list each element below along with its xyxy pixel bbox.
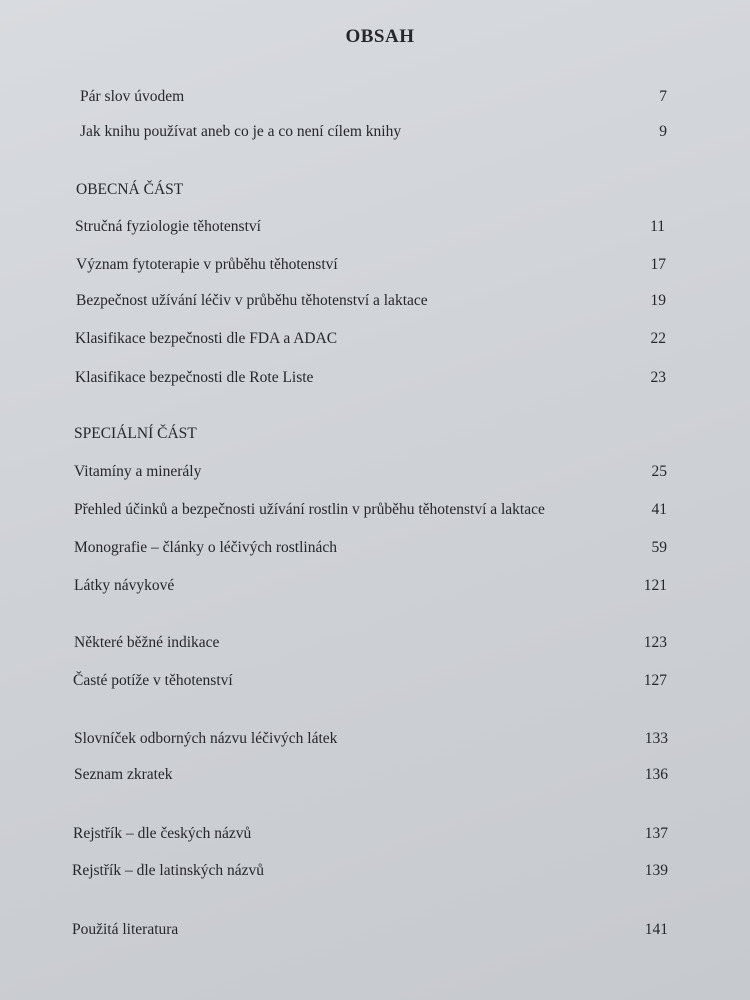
toc-entry-page: 22 [650,330,666,347]
toc-entry [0,460,750,484]
toc-entry-page: 121 [643,577,667,594]
toc-entry [0,85,750,109]
toc-entry [0,631,750,655]
toc-entry-page: 11 [650,218,665,235]
toc-entry [0,289,750,313]
toc-entry [0,366,750,390]
page-title: OBSAH [345,26,415,47]
toc-entry-label: Použitá literatura [72,921,179,938]
toc-entry-page: 141 [644,921,668,938]
section-heading-special: SPECIÁLNÍ ČÁST [74,425,197,442]
toc-entry-label: Jak knihu používat aneb co je a co není cílem knihy [80,123,402,140]
toc-entry-label: Časté potíže v těhotenství [73,672,233,689]
toc-entry-label: Vitamíny a minerály [74,463,202,480]
toc-entry-label: Monografie – články o léčivých rostlinách [74,539,337,556]
section-heading-general: OBECNÁ ČÁST [76,181,184,198]
toc-entry-page: 59 [651,539,667,556]
toc-entry-page: 133 [644,730,668,747]
toc-entry-page: 25 [651,463,667,480]
toc-entry-label: Pár slov úvodem [80,88,185,105]
toc-entry-label: Klasifikace bezpečnosti dle FDA a ADAC [75,330,338,347]
toc-entry [0,536,750,560]
toc-entry [0,918,750,942]
toc-entry-page: 137 [644,825,668,842]
toc-entry [0,498,750,522]
toc-entry [0,669,750,693]
toc-entry-label: Seznam zkratek [74,766,173,783]
toc-entry-label: Látky návykové [74,577,175,594]
toc-entry-label: Slovníček odborných názvu léčivých látek [74,730,338,747]
toc-entry [0,215,750,239]
toc-entry-page: 123 [643,634,667,651]
toc-entry-label: Rejstřík – dle českých názvů [73,825,252,842]
toc-entry-label: Bezpečnost užívání léčiv v průběhu těhotenství a laktace [76,292,428,309]
toc-entry [0,859,750,883]
toc-entry-label: Klasifikace bezpečnosti dle Rote Liste [75,369,314,386]
toc-entry-page: 9 [659,123,667,140]
toc-entry [0,574,750,598]
toc-entry [0,327,750,351]
toc-entry [0,727,750,751]
toc-entry [0,253,750,277]
toc-entry-label: Rejstřík – dle latinských názvů [72,862,264,879]
toc-entry-page: 17 [650,256,666,273]
toc-entry [0,763,750,787]
toc-entry-label: Některé běžné indikace [74,634,220,651]
toc-entry [0,822,750,846]
toc-entry-page: 19 [650,292,666,309]
toc-entry-label: Stručná fyziologie těhotenství [75,218,261,235]
toc-entry-page: 41 [651,501,667,518]
toc-entry-page: 127 [643,672,667,689]
toc-entry-page: 23 [650,369,666,386]
toc-entry-page: 7 [659,88,667,105]
toc-entry-page: 139 [644,862,668,879]
toc-entry-label: Význam fytoterapie v průběhu těhotenství [76,256,338,273]
toc-entry-label: Přehled účinků a bezpečnosti užívání rostlin v průběhu těhotenství a laktace [74,501,545,518]
toc-entry [0,120,750,144]
toc-entry-page: 136 [644,766,668,783]
